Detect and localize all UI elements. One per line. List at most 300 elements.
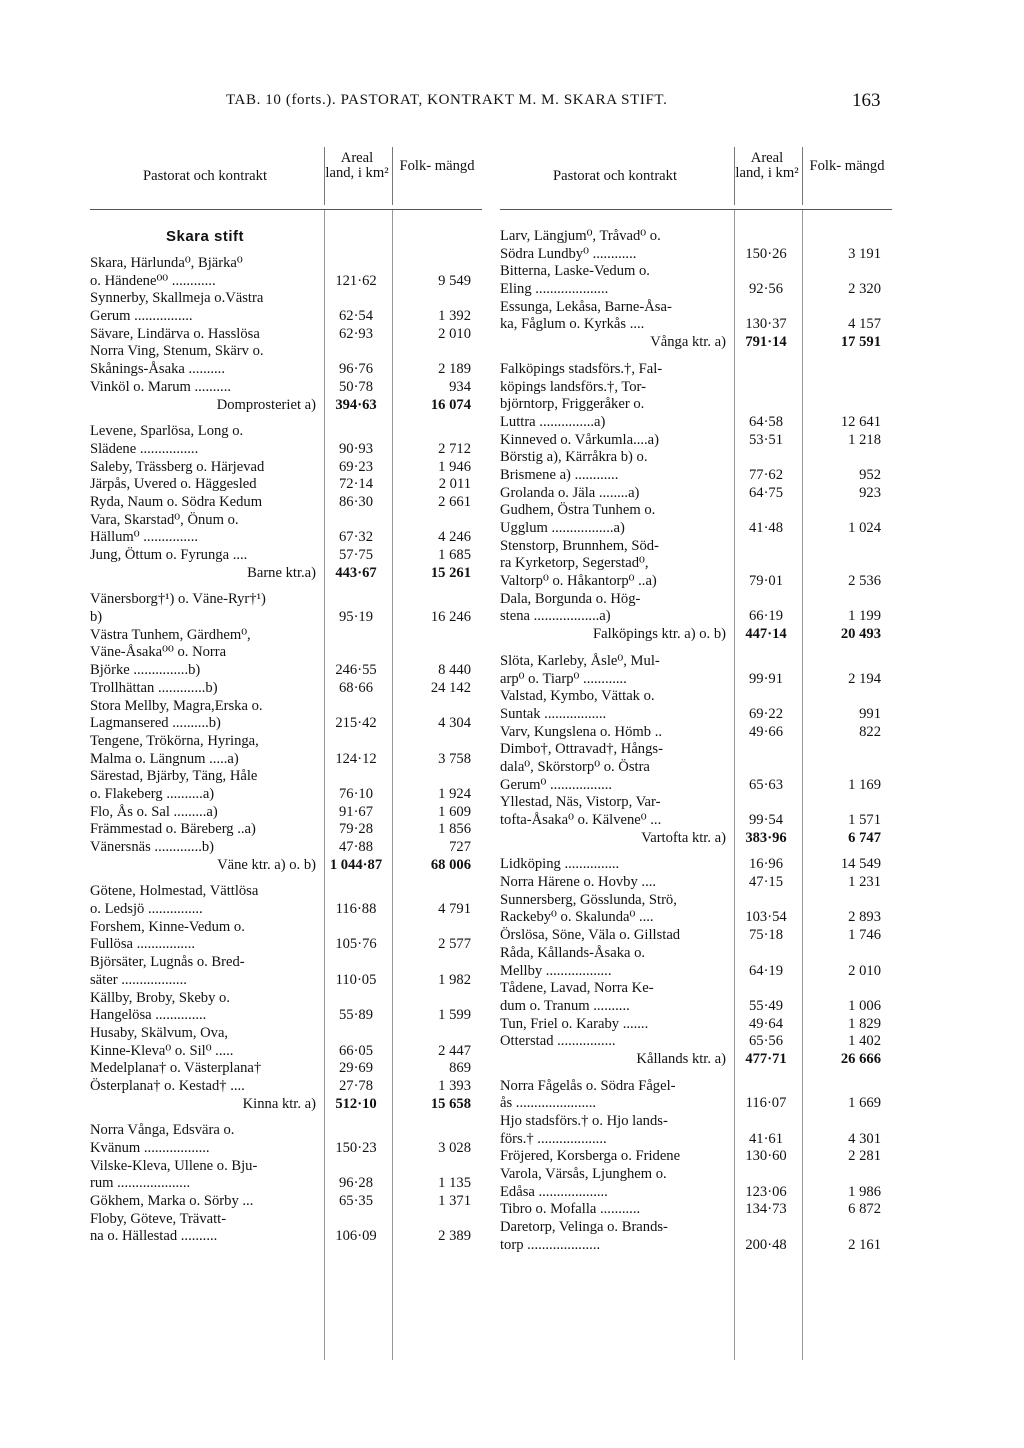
parish-name: o. Ledsjö ............... xyxy=(90,901,203,918)
table-row xyxy=(90,990,482,1008)
table-row xyxy=(500,688,892,706)
table-row xyxy=(500,449,892,467)
area-value: 77·62 xyxy=(748,466,784,483)
population-value: 6 747 xyxy=(848,829,881,846)
area-value: 67·32 xyxy=(338,529,374,546)
table-row xyxy=(90,715,482,733)
table-row xyxy=(90,494,482,512)
table-row xyxy=(90,609,482,627)
table-row xyxy=(500,608,892,626)
area-value: 64·58 xyxy=(748,413,784,430)
population-value: 26 666 xyxy=(840,1050,881,1067)
parish-name: Tengene, Trökörna, Hyringa, xyxy=(90,732,259,749)
area-value: 512·10 xyxy=(335,1095,377,1112)
area-value: 55·89 xyxy=(338,1007,374,1024)
parish-name: Skara stift xyxy=(165,228,245,245)
page-number: 163 xyxy=(852,90,881,111)
table-row xyxy=(500,1016,892,1034)
spacer xyxy=(500,1069,892,1078)
area-value: 27·78 xyxy=(338,1077,374,1094)
population-value: 1 371 xyxy=(438,1193,471,1210)
population-value: 1 609 xyxy=(438,803,471,820)
population-value: 14 549 xyxy=(840,856,881,873)
population-value: 2 189 xyxy=(438,361,471,378)
area-value: 86·30 xyxy=(338,493,374,510)
parish-name: arp⁰ o. Tiarp⁰ ............ xyxy=(500,670,627,687)
parish-name: Björsäter, Lugnås o. Bred- xyxy=(90,954,245,971)
parish-name: Vilske-Kleva, Ullene o. Bju- xyxy=(90,1157,258,1174)
parish-name: förs.† ................... xyxy=(500,1130,607,1147)
parish-name: Kinne-Kleva⁰ o. Sil⁰ ..... xyxy=(90,1042,234,1059)
parish-name: Södra Lundby⁰ ............ xyxy=(500,245,637,262)
parish-name: Särestad, Bjärby, Täng, Håle xyxy=(90,768,258,785)
population-value: 9 549 xyxy=(438,272,471,289)
area-value: 50·78 xyxy=(338,378,374,395)
table-row xyxy=(500,724,892,742)
area-value: 55·49 xyxy=(748,997,784,1014)
parish-name: Källby, Broby, Skeby o. xyxy=(90,989,230,1006)
parish-name: Bitterna, Laske-Vedum o. xyxy=(500,263,650,280)
population-value: 2 320 xyxy=(848,281,881,298)
area-value: 134·73 xyxy=(745,1201,787,1218)
parish-name: Daretorp, Velinga o. Brands- xyxy=(500,1219,668,1236)
spacer xyxy=(90,414,482,423)
table-row xyxy=(500,1184,892,1202)
parish-name: Dala, Borgunda o. Hög- xyxy=(500,590,641,607)
parish-name: Saleby, Trässberg o. Härjevad xyxy=(90,458,265,475)
parish-name: Ryda, Naum o. Södra Kedum xyxy=(90,493,263,510)
table-row xyxy=(500,520,892,538)
area-value: 72·14 xyxy=(338,476,374,493)
population-value: 1 829 xyxy=(848,1015,881,1032)
area-value: 57·75 xyxy=(338,547,374,563)
population-value: 1 946 xyxy=(438,458,471,475)
spacer xyxy=(500,352,892,361)
table-row xyxy=(90,954,482,972)
table-row xyxy=(500,485,892,503)
population-value: 1 006 xyxy=(848,997,881,1014)
area-value: 16·96 xyxy=(748,856,784,873)
population-value: 1 685 xyxy=(438,547,471,563)
parish-name: Kvänum .................. xyxy=(90,1140,210,1156)
table-row xyxy=(500,812,892,830)
population-value: 2 281 xyxy=(848,1148,881,1165)
table-row xyxy=(500,467,892,485)
parish-name: Sunnersberg, Gösslunda, Strö, xyxy=(500,891,677,908)
population-value: 1 599 xyxy=(438,1007,471,1024)
right-table-body xyxy=(500,210,892,1255)
area-value: 394·63 xyxy=(335,396,377,413)
area-value: 41·48 xyxy=(748,520,784,536)
table-row xyxy=(90,972,482,990)
table-row xyxy=(90,1140,482,1158)
table-row xyxy=(500,1219,892,1237)
parish-name: Stenstorp, Brunnhem, Söd- xyxy=(500,537,659,554)
subtotal-row xyxy=(90,1096,482,1114)
table-row xyxy=(90,1025,482,1043)
parish-name: Luttra ...............a) xyxy=(500,413,606,430)
parish-name: säter .................. xyxy=(90,971,187,988)
spacer xyxy=(500,847,892,856)
parish-name: Grolanda o. Jäla ........a) xyxy=(500,484,640,501)
parish-name: Väne ktr. a) o. b) xyxy=(217,856,316,873)
area-value: 53·51 xyxy=(748,431,784,448)
spacer xyxy=(90,582,482,591)
parish-name: Slöta, Karleby, Åsle⁰, Mul- xyxy=(500,652,660,669)
population-value: 1 169 xyxy=(848,776,881,793)
parish-name: ra Kyrketorp, Segerstad⁰, xyxy=(500,555,649,572)
subtotal-row xyxy=(90,397,482,415)
area-value: 124·12 xyxy=(335,750,377,767)
population-value: 2 010 xyxy=(438,325,471,342)
population-value: 3 191 xyxy=(848,245,881,262)
parish-name: Varv, Kungslena o. Hömb .. xyxy=(500,723,662,740)
parish-name: Malma o. Längnum .....a) xyxy=(90,750,239,767)
table-row xyxy=(500,653,892,671)
table-row xyxy=(90,768,482,786)
table-row xyxy=(500,874,892,892)
spacer xyxy=(500,644,892,653)
table-row xyxy=(500,945,892,963)
parish-name: Fröjered, Korsberga o. Fridene xyxy=(500,1148,681,1165)
table-row xyxy=(500,1078,892,1096)
table-row xyxy=(90,361,482,379)
table-row xyxy=(90,698,482,716)
table-row xyxy=(90,290,482,308)
table-row xyxy=(500,777,892,795)
subtotal-row xyxy=(90,857,482,875)
header-population: Folk- mängd xyxy=(399,158,475,174)
area-value: 150·26 xyxy=(745,245,787,262)
parish-name: björntorp, Friggeråker o. xyxy=(500,396,645,413)
parish-name: Ugglum .................a) xyxy=(500,520,625,536)
subtotal-row xyxy=(500,1051,892,1069)
table-row xyxy=(90,512,482,530)
population-value: 8 440 xyxy=(438,662,471,679)
area-value: 47·88 xyxy=(338,839,374,855)
parish-name: Stora Mellby, Magra,Erska o. xyxy=(90,697,263,714)
table-row xyxy=(500,379,892,397)
population-value: 2 712 xyxy=(438,440,471,457)
population-value: 1 986 xyxy=(848,1183,881,1200)
parish-name: Norra Ving, Stenum, Skärv o. xyxy=(90,343,264,360)
area-value: 76·10 xyxy=(338,785,374,802)
area-value: 116·88 xyxy=(335,901,377,918)
table-row xyxy=(500,281,892,299)
header-area: Areal land, i km² xyxy=(735,150,799,181)
parish-name: ås ...................... xyxy=(500,1095,597,1112)
population-value: 3 758 xyxy=(438,750,471,767)
spacer xyxy=(90,1113,482,1122)
parish-name: Örslösa, Söne, Väla o. Gillstad xyxy=(500,927,681,944)
table-row xyxy=(500,228,892,246)
parish-name: Forshem, Kinne-Vedum o. xyxy=(90,918,245,935)
parish-name: Otterstad ................ xyxy=(500,1033,616,1050)
area-value: 68·66 xyxy=(338,679,374,696)
table-row xyxy=(90,1158,482,1176)
right-column xyxy=(500,143,892,1255)
area-value: 103·54 xyxy=(745,909,787,926)
population-value: 15 658 xyxy=(430,1095,471,1112)
table-header xyxy=(500,143,892,210)
area-value: 791·14 xyxy=(745,334,787,351)
table-row xyxy=(500,980,892,998)
population-value: 4 157 xyxy=(848,316,881,333)
population-value: 934 xyxy=(449,378,471,395)
parish-name: Götene, Holmestad, Vättlösa xyxy=(90,883,259,900)
table-row xyxy=(500,502,892,520)
table-row xyxy=(500,361,892,379)
parish-name: Skånings-Åsaka .......... xyxy=(90,361,225,378)
population-value: 2 893 xyxy=(848,909,881,926)
table-row xyxy=(500,432,892,450)
parish-name: Väne-Åsaka⁰⁰ o. Norra xyxy=(90,644,227,661)
parish-name: Flo, Ås o. Sal .........a) xyxy=(90,803,218,820)
parish-name: rum .................... xyxy=(90,1175,191,1192)
table-row xyxy=(90,591,482,609)
parish-name: Suntak ................. xyxy=(500,705,607,722)
table-row xyxy=(90,662,482,680)
population-value: 2 161 xyxy=(848,1236,881,1253)
table-row xyxy=(90,1060,482,1078)
table-row xyxy=(500,1201,892,1219)
table-row xyxy=(90,343,482,361)
population-value: 16 074 xyxy=(430,396,471,413)
parish-name: stena ..................a) xyxy=(500,608,611,625)
parish-name: dala⁰, Skörstorp⁰ o. Östra xyxy=(500,758,650,775)
parish-name: o. Flakeberg ..........a) xyxy=(90,785,215,802)
table-row xyxy=(90,379,482,397)
parish-name: Kinna ktr. a) xyxy=(242,1095,316,1112)
parish-name: Lidköping ............... xyxy=(500,856,620,873)
table-row xyxy=(500,396,892,414)
population-value: 2 447 xyxy=(438,1042,471,1059)
area-value: 1 044·87 xyxy=(329,856,383,873)
parish-name: na o. Hällestad .......... xyxy=(90,1228,218,1245)
table-row xyxy=(90,459,482,477)
population-value: 4 791 xyxy=(438,901,471,918)
parish-name: Österplana† o. Kestad† .... xyxy=(90,1077,245,1094)
area-value: 95·19 xyxy=(338,609,374,626)
parish-name: Gudhem, Östra Tunhem o. xyxy=(500,502,656,519)
table-row xyxy=(90,680,482,698)
parish-name: Falköpings stadsförs.†, Fal- xyxy=(500,360,663,377)
table-row xyxy=(90,1007,482,1025)
table-row xyxy=(500,1095,892,1113)
area-value: 110·05 xyxy=(335,971,377,988)
population-value: 1 856 xyxy=(438,821,471,838)
area-value: 41·61 xyxy=(748,1130,784,1147)
table-row xyxy=(500,1033,892,1051)
table-row xyxy=(500,927,892,945)
area-value: 215·42 xyxy=(335,715,377,732)
area-value: 130·37 xyxy=(745,316,787,333)
parish-name: Vånga ktr. a) xyxy=(650,334,726,351)
area-value: 121·62 xyxy=(335,272,377,289)
parish-name: Larv, Längjum⁰, Tråvad⁰ o. xyxy=(500,228,661,244)
parish-name: Kinneved o. Vårkumla....a) xyxy=(500,431,659,448)
parish-name: Gökhem, Marka o. Sörby ... xyxy=(90,1193,254,1210)
parish-name: Edåsa ................... xyxy=(500,1183,608,1200)
table-row xyxy=(90,529,482,547)
population-value: 869 xyxy=(449,1060,471,1077)
population-value: 2 661 xyxy=(438,493,471,510)
table-row xyxy=(90,936,482,954)
parish-name: torp .................... xyxy=(500,1236,601,1253)
area-value: 66·05 xyxy=(338,1042,374,1059)
parish-name: Fullösa ................ xyxy=(90,936,195,953)
table-row xyxy=(90,1193,482,1211)
parish-name: Norra Härene o. Hovby .... xyxy=(500,874,657,891)
parish-name: Västra Tunhem, Gärdhem⁰, xyxy=(90,626,251,643)
table-row xyxy=(90,1122,482,1140)
population-value: 2 010 xyxy=(848,962,881,979)
area-value: 90·93 xyxy=(338,440,374,457)
area-value: 49·66 xyxy=(748,723,784,740)
parish-name: Essunga, Lekåsa, Barne-Åsa- xyxy=(500,298,672,315)
table-row xyxy=(90,547,482,565)
table-row xyxy=(500,1166,892,1184)
parish-name: Dimbo†, Ottravad†, Hångs- xyxy=(500,741,663,758)
population-value: 4 246 xyxy=(438,529,471,546)
table-row xyxy=(500,892,892,910)
subtotal-row xyxy=(500,626,892,644)
area-value: 65·63 xyxy=(748,776,784,793)
parish-name: Trollhättan .............b) xyxy=(90,679,218,696)
parish-name: Levene, Sparlösa, Long o. xyxy=(90,423,244,440)
parish-name: o. Händene⁰⁰ ............ xyxy=(90,272,216,289)
table-row xyxy=(90,839,482,857)
population-value: 4 304 xyxy=(438,715,471,732)
parish-name: Jung, Öttum o. Fyrunga .... xyxy=(90,547,248,563)
population-value: 1 982 xyxy=(438,971,471,988)
subtotal-row xyxy=(500,830,892,848)
parish-name: ka, Fåglum o. Kyrkås .... xyxy=(500,316,645,333)
population-value: 20 493 xyxy=(840,626,881,643)
population-value: 15 261 xyxy=(430,564,471,581)
table-row xyxy=(500,1237,892,1255)
area-value: 65·56 xyxy=(748,1033,784,1050)
subtotal-row xyxy=(90,565,482,583)
parish-name: Vinköl o. Marum .......... xyxy=(90,378,231,395)
parish-name: Varola, Värsås, Ljunghem o. xyxy=(500,1166,667,1183)
parish-name: Floby, Göteve, Trävatt- xyxy=(90,1210,227,1227)
population-value: 1 231 xyxy=(848,874,881,891)
population-value: 6 872 xyxy=(848,1201,881,1218)
area-value: 47·15 xyxy=(748,874,784,891)
table-row xyxy=(500,591,892,609)
area-value: 123·06 xyxy=(745,1183,787,1200)
area-value: 99·91 xyxy=(748,670,784,687)
area-value: 49·64 xyxy=(748,1015,784,1032)
running-header: TAB. 10 (forts.). PASTORAT, KONTRAKT M. M. SKARA STIFT. xyxy=(226,92,668,108)
parish-name: Tun, Friel o. Karaby ....... xyxy=(500,1015,649,1032)
table-row xyxy=(500,538,892,556)
parish-name: Råda, Kållands-Åsaka o. xyxy=(500,944,646,961)
population-value: 4 301 xyxy=(848,1130,881,1147)
parish-name: Vartofta ktr. a) xyxy=(641,829,726,846)
table-row xyxy=(90,627,482,645)
area-value: 64·19 xyxy=(748,962,784,979)
table-row xyxy=(90,476,482,494)
population-value: 1 669 xyxy=(848,1095,881,1112)
population-value: 2 536 xyxy=(848,573,881,590)
table-row xyxy=(500,741,892,759)
table-row xyxy=(500,909,892,927)
table-row xyxy=(90,804,482,822)
table-row xyxy=(500,1148,892,1166)
parish-name: Gerum⁰ ................. xyxy=(500,776,613,793)
population-value: 1 024 xyxy=(848,520,881,536)
area-value: 92·56 xyxy=(748,281,784,298)
table-header xyxy=(90,143,482,210)
population-value: 3 028 xyxy=(438,1140,471,1156)
area-value: 79·01 xyxy=(748,573,784,590)
table-row xyxy=(90,1043,482,1061)
population-value: 17 591 xyxy=(840,334,881,351)
left-column xyxy=(90,143,482,1246)
table-row xyxy=(500,555,892,573)
area-value: 62·54 xyxy=(338,308,374,325)
table-row xyxy=(90,733,482,751)
table-row xyxy=(90,1211,482,1229)
area-value: 116·07 xyxy=(745,1095,787,1112)
parish-name: Mellby .................. xyxy=(500,962,612,979)
population-value: 1 392 xyxy=(438,308,471,325)
table-row xyxy=(90,441,482,459)
population-value: 24 142 xyxy=(430,679,471,696)
parish-name: b) xyxy=(90,609,103,626)
parish-name: Barne ktr.a) xyxy=(247,564,316,581)
area-value: 69·22 xyxy=(748,705,784,722)
parish-name: Järpås, Uvered o. Häggesled xyxy=(90,476,257,493)
table-row xyxy=(90,1175,482,1193)
left-table-body xyxy=(90,210,482,1246)
parish-name: Hjo stadsförs.† o. Hjo lands- xyxy=(500,1113,668,1129)
parish-name: Synnerby, Skallmeja o.Västra xyxy=(90,290,264,307)
parish-name: Börstig a), Kärråkra b) o. xyxy=(500,449,648,466)
area-value: 96·76 xyxy=(338,361,374,378)
population-value: 923 xyxy=(859,484,881,501)
parish-name: Vänersnäs .............b) xyxy=(90,839,215,855)
parish-name: Valstad, Kymbo, Vättak o. xyxy=(500,688,655,705)
table-row xyxy=(90,901,482,919)
parish-name: Norra Fågelås o. Södra Fågel- xyxy=(500,1077,676,1094)
area-value: 69·23 xyxy=(338,458,374,475)
population-value: 2 577 xyxy=(438,936,471,953)
population-value: 822 xyxy=(859,723,881,740)
table-row xyxy=(500,998,892,1016)
population-value: 2 389 xyxy=(438,1228,471,1245)
table-row xyxy=(90,423,482,441)
table-row xyxy=(90,919,482,937)
population-value: 1 393 xyxy=(438,1077,471,1094)
table-row xyxy=(90,273,482,291)
table-row xyxy=(500,794,892,812)
table-row xyxy=(500,1131,892,1149)
parish-name: köpings landsförs.†, Tor- xyxy=(500,378,646,395)
parish-name: Gerum ................ xyxy=(90,308,193,325)
population-value: 16 246 xyxy=(430,609,471,626)
population-value: 1 218 xyxy=(848,431,881,448)
table-row xyxy=(500,573,892,591)
area-value: 75·18 xyxy=(748,927,784,944)
header-area: Areal land, i km² xyxy=(325,150,389,181)
table-row xyxy=(90,1078,482,1096)
area-value: 62·93 xyxy=(338,325,374,342)
population-value: 12 641 xyxy=(840,413,881,430)
parish-name: Falköpings ktr. a) o. b) xyxy=(593,626,726,643)
